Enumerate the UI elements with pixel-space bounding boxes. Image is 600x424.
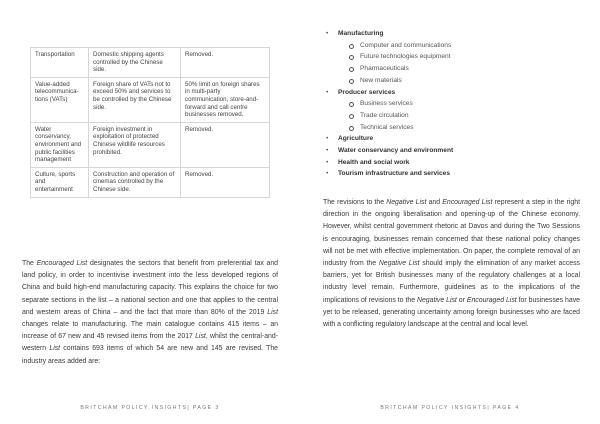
table-cell: Water conservancy, environment and public facilities management	[31, 122, 89, 167]
sub-list-item: Business services	[338, 98, 453, 110]
sub-list-item: Technical services	[338, 122, 453, 134]
table-row	[31, 48, 270, 78]
list-item	[326, 87, 453, 134]
list-item-label: Health and social work	[338, 158, 410, 166]
text: for businesses have yet to be released, generating uncertainty among foreign businesses who are faced with a conflicting regulatory landscape at the central and local level.	[323, 296, 580, 329]
text: , whilst the central-and-western	[22, 333, 278, 353]
italic-text: Negative List	[386, 199, 427, 206]
list-item-label: Producer services	[338, 88, 396, 96]
encouraged-list-paragraph	[22, 258, 278, 368]
table-cell: 50% limit on foreign shares in multi-party communication, store-and-forward and call centre businesses removed.	[181, 77, 270, 122]
text: changes relate to manufacturing. The main catalogue contains 415 items – an increase of 67 new and 45 revised items from the 2017	[22, 321, 278, 341]
table-row	[31, 167, 270, 197]
list-item-label: Tourism infrastructure and services	[338, 170, 451, 178]
sub-list-item: Future technologies equipment	[338, 51, 453, 63]
list-item-label: Agriculture	[338, 135, 374, 143]
table-cell: Foreign share of VATs not to exceed 50% and services to be controlled by the Chinese side.	[89, 77, 181, 122]
list-item	[326, 145, 453, 157]
list-item	[326, 157, 453, 169]
revisions-paragraph	[323, 197, 580, 331]
italic-text: Encouraged List	[466, 296, 517, 304]
text: represent a step in the right direction in the ongoing liberalisation and opening-up of the Chinese economy. However, whilst central government rhetoric at Davos and during the Two Sessions is encouraging, businesses remain concerned that these national policy changes will not be met with effective implementation. On paper, the complete removal of an industry from the	[323, 199, 580, 268]
table-cell: Domestic shipping agents controlled by the Chinese side.	[89, 48, 181, 78]
table-cell: Removed.	[181, 167, 270, 197]
text: contains 693 items of which 54 are new and 145 are revised. The industry areas added are:	[22, 345, 278, 365]
italic-text: List	[267, 308, 278, 316]
sub-list	[338, 40, 453, 87]
list-item-label: Water conservancy and environment	[338, 147, 454, 155]
sub-list-item: New materials	[338, 75, 453, 87]
table-row	[31, 122, 270, 167]
table-cell: Removed.	[181, 48, 270, 78]
table-cell: Transportation	[31, 48, 89, 78]
text: or	[456, 296, 467, 304]
italic-text: List	[49, 345, 61, 353]
text: designates the sectors that benefit from preferential tax and land policy, in order to incentivise investment into the less developed regions of China and build high-end manufacturing capacity. This explains the choice for two separate sections in the list – a national section and one that applies to the central and western areas of China – and the fact that more than 80% of the 2019	[22, 260, 278, 316]
page-4	[300, 0, 600, 424]
table-cell: Culture, sports and entertainment	[31, 167, 89, 197]
italic-text: Encouraged List	[442, 199, 493, 206]
italic-text: List	[195, 333, 206, 341]
list-item-label: Manufacturing	[338, 30, 384, 37]
sub-list	[338, 98, 453, 133]
text: and	[426, 199, 443, 206]
list-item	[326, 168, 453, 180]
page-footer: BRITCHAM POLICY INSIGHTS| PAGE 3	[80, 405, 220, 411]
table-cell: Value-added telecommunica-tions (VATs)	[31, 77, 89, 122]
list-item	[326, 28, 453, 87]
table-row	[31, 77, 270, 122]
table-cell: Construction and operation of cinemas controlled by the Chinese side.	[89, 167, 181, 197]
table-cell: Removed.	[181, 122, 270, 167]
sub-list-item: Computer and communications	[338, 40, 453, 52]
negative-list-changes-table	[30, 47, 270, 198]
page-footer: BRITCHAM POLICY INSIGHTS| PAGE 4	[380, 405, 520, 411]
italic-text: Encouraged List	[36, 260, 88, 267]
table-cell: Foreign investment in exploitation of protected Chinese wildlife resources prohibited.	[89, 122, 181, 167]
industry-areas-list	[326, 28, 453, 180]
italic-text: Negative List	[416, 296, 457, 304]
italic-text: Negative List	[378, 260, 420, 268]
text: should imply the elimination of any market access barriers, yet for British businesses many of the regulatory challenges at a local industry level remain. Furthermore, guidelines as to the implications of the implications of revisions to the	[323, 260, 580, 304]
text: The	[22, 260, 37, 267]
list-item	[326, 133, 453, 145]
sub-list-item: Pharmaceuticals	[338, 63, 453, 75]
text: The revisions to the	[323, 199, 387, 206]
sub-list-item: Trade circulation	[338, 110, 453, 122]
